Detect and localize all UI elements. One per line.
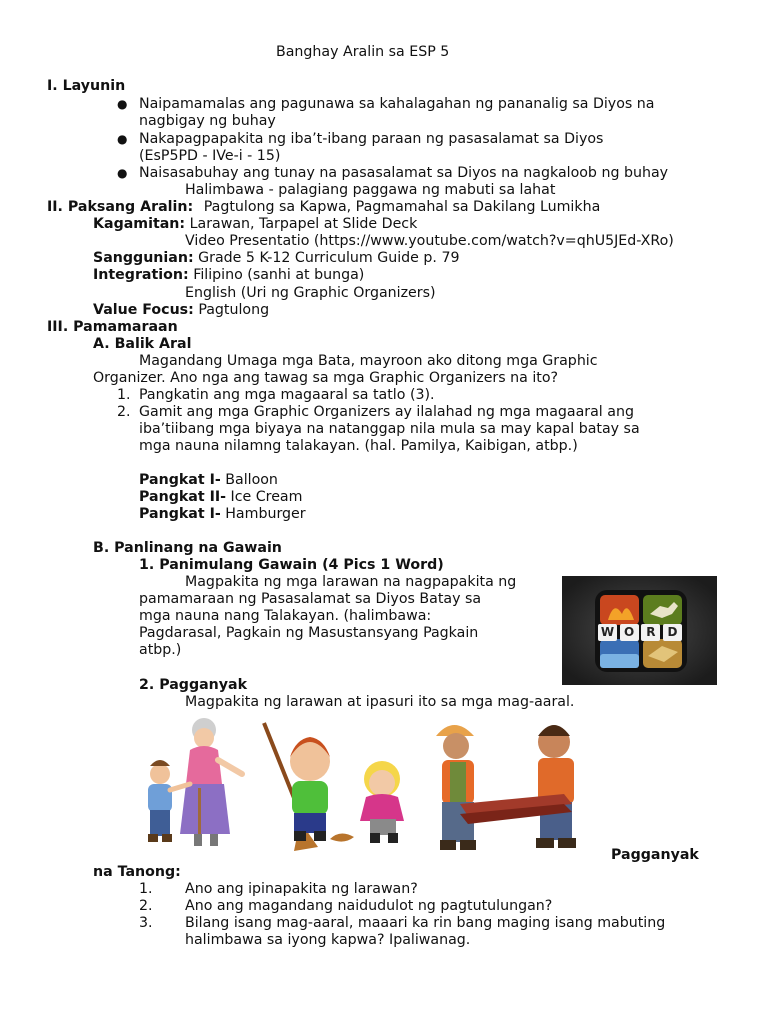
page-title: Banghay Aralin sa ESP 5 [276, 44, 450, 60]
kagamitan-value-2: Video Presentatio (https://www.youtube.com/watch?v=qhU5JEd-XRo) [185, 233, 674, 249]
step-text: Gamit ang mga Graphic Organizers ay ilalahad ng mga magaaral ang [139, 404, 634, 420]
layunin-item-3-cont: Halimbawa - palagiang paggawa ng mabuti sa lahat [185, 182, 556, 198]
balik-aral-heading: A. Balik Aral [93, 336, 192, 352]
question-number: 2. [139, 898, 153, 914]
layunin-item-2: Nakapagpapakita ng iba’t-ibang paraan ng pasasalamat sa Diyos [139, 131, 604, 147]
value-focus-value: Pagtulong [198, 302, 270, 318]
pangkat-value: Ice Cream [230, 489, 303, 505]
paksang-aralin-heading: II. Paksang Aralin: [47, 199, 194, 215]
pangkat-row [139, 506, 306, 523]
layunin-item-1: Naipamamalas ang pagunawa sa kahalagahan ng pananalig sa Diyos na [139, 96, 655, 112]
question-text: Bilang isang mag-aaral, maaari ka rin bang maging isang mabuting [185, 915, 666, 931]
paksang-aralin-value: Pagtulong sa Kapwa, Pagmamahal sa Dakilang Lumikha [203, 199, 601, 215]
pangkat-row [139, 472, 278, 489]
layunin-item-2-cont: (EsP5PD - IVe-i - 15) [139, 148, 281, 164]
layunin-heading: I. Layunin [47, 78, 126, 94]
sanggunian-label: Sanggunian: [93, 250, 194, 266]
pangkat-value: Hamburger [225, 506, 306, 522]
step-number: 2. [117, 404, 131, 420]
kagamitan-label: Kagamitan: [93, 216, 186, 232]
four-pics-one-word-image [562, 576, 717, 685]
balik-aral-text: Magandang Umaga mga Bata, mayroon ako ditong mga Graphic [139, 353, 598, 369]
word-tile: R [641, 624, 660, 641]
pagganyak-heading: 2. Pagganyak [139, 677, 248, 693]
kagamitan-row [93, 216, 417, 233]
step-number: 1. [117, 387, 131, 403]
layunin-item-3: Naisasabuhay ang tunay na pasasalamat sa Diyos na nagkaloob ng buhay [139, 165, 669, 181]
tanong-label-cont: na Tanong: [93, 864, 181, 880]
value-focus-row [93, 302, 269, 319]
paksang-aralin-row [47, 199, 600, 216]
question-number: 3. [139, 915, 153, 931]
integration-value-2: English (Uri ng Graphic Organizers) [185, 285, 436, 301]
word-tile: D [663, 624, 682, 641]
pamamaraan-heading: III. Pamamaraan [47, 319, 178, 335]
pagganyak-text: Magpakita ng larawan at ipasuri ito sa mga mag-aaral. [185, 694, 575, 710]
value-focus-label: Value Focus: [93, 302, 194, 318]
word-tile: W [598, 624, 617, 641]
bullet-icon: ● [117, 166, 128, 180]
sanggunian-row [93, 250, 460, 267]
integration-row [93, 267, 364, 284]
pangkat-value: Balloon [225, 472, 278, 488]
integration-label: Integration: [93, 267, 189, 283]
panimulang-text: atbp.) [139, 642, 182, 658]
grandmother-child-image [140, 716, 246, 852]
kagamitan-value: Larawan, Tarpapel at Slide Deck [189, 216, 418, 232]
question-text: Ano ang magandang naidudulot ng pagtutulungan? [185, 898, 553, 914]
panimulang-gawain-heading: 1. Panimulang Gawain (4 Pics 1 Word) [139, 557, 444, 573]
question-text-cont: halimbawa sa iyong kapwa? Ipaliwanag. [185, 932, 471, 948]
panimulang-text: pamamaraan ng Pasasalamat sa Diyos Batay sa [139, 591, 482, 607]
word-tiles [598, 624, 682, 642]
word-tile: O [620, 624, 639, 641]
panimulang-text: mga nauna nang Talakayan. (halimbawa: [139, 608, 432, 624]
pangkat-row [139, 489, 302, 506]
step-text-cont: iba’tiibang mga biyaya na natanggap nila mula sa may kapal batay sa [139, 421, 640, 437]
bullet-icon: ● [117, 132, 128, 146]
balik-aral-text-2: Organizer. Ano nga ang tawag sa mga Graphic Organizers na ito? [93, 370, 559, 386]
step-text-cont: mga nauna nilamng talakayan. (hal. Pamilya, Kaibigan, atbp.) [139, 438, 578, 454]
kids-sweeping-image [260, 721, 419, 852]
workers-carrying-plank-image [430, 718, 600, 854]
sanggunian-value: Grade 5 K-12 Curriculum Guide p. 79 [198, 250, 460, 266]
pangkat-label: Pangkat I- [139, 472, 221, 488]
tanong-label: Pagganyak [611, 847, 699, 863]
panimulang-text: Pagdarasal, Pagkain ng Masustansyang Pagkain [139, 625, 479, 641]
bullet-icon: ● [117, 97, 128, 111]
integration-value: Filipino (sanhi at bunga) [193, 267, 365, 283]
panlinang-heading: B. Panlinang na Gawain [93, 540, 282, 556]
pangkat-label: Pangkat I- [139, 506, 221, 522]
layunin-item-1-cont: nagbigay ng buhay [139, 113, 276, 129]
question-number: 1. [139, 881, 153, 897]
pangkat-label: Pangkat II- [139, 489, 227, 505]
question-text: Ano ang ipinapakita ng larawan? [185, 881, 418, 897]
panimulang-text: Magpakita ng mga larawan na nagpapakita ng [185, 574, 517, 590]
step-text: Pangkatin ang mga magaaral sa tatlo (3). [139, 387, 435, 403]
